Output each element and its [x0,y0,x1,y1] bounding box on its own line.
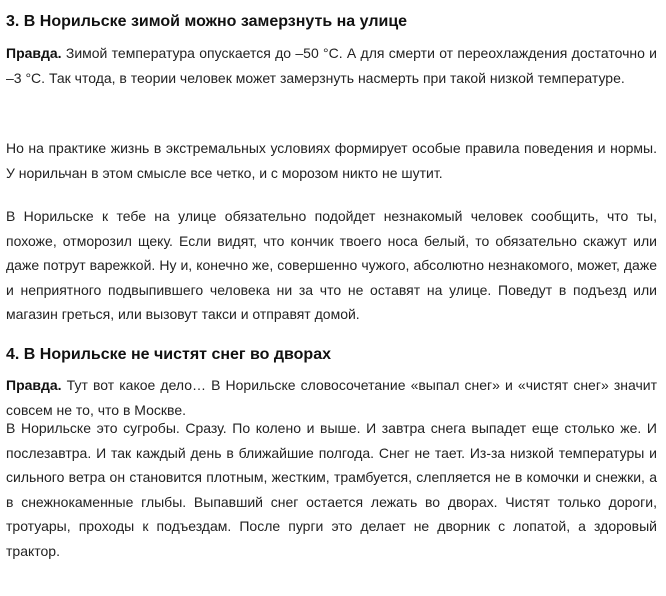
section-heading: 3. В Норильске зимой можно замерзнуть на улице [6,13,408,30]
paragraph-text: В Норильске это сугробы. Сразу. По колено и выше. И завтра снега выпадет еще столько же. И послезавтра. И так каждый день в ближайшие полгода. Снег не тает. Из-за низкой температуры и сильного ветра он становится плотным, жестким, трамбуется, слепляется не в комочки и снежки, а в снежнокаменные глыбы. Выпавший снег остается лежать во дворах. Чистят только дороги, тротуары, проходы к подъездам. После пурги это делает не дворник с лопатой, а здоровый трактор. [6,420,657,559]
paragraph-text: Но на практике жизнь в экстремальных условиях формирует особые правила поведения и нормы. У норильчан в этом смысле все четко, и с морозом никто не шутит. [6,140,657,181]
paragraph [6,416,657,563]
paragraph [6,41,657,90]
paragraph [6,373,657,422]
section-heading: 4. В Норильске не чистят снег во дворах [6,346,331,363]
paragraph-text: В Норильске к тебе на улице обязательно подойдет незнакомый человек сообщить, что ты, похоже, отморозил щеку. Если видят, что кончик твоего носа белый, то обязательно скажут или даже потрут варежкой. Ну и, конечно же, совершенно чужого, абсолютно незнакомого, может, даже и неприятного подвыпившего человека ни за что не оставят на улице. Поведут в подъезд или магазин греться, или вызовут такси и отправят домой. [6,208,657,322]
paragraph-text: Зимой температура опускается до –50 °C. А для смерти от переохлаждения достаточно и –3 °C. Так чтода, в теории человек может замерзнуть насмерть при такой низкой температуре. [6,45,657,86]
paragraph-text: Тут вот какое дело… В Норильске словосочетание «выпал снег» и «чистят снег» значит совсем не то, что в Москве. [6,377,657,418]
paragraph-lead: Правда. [6,45,62,61]
paragraph [6,136,657,185]
paragraph-lead: Правда. [6,377,62,393]
paragraph [6,204,657,327]
